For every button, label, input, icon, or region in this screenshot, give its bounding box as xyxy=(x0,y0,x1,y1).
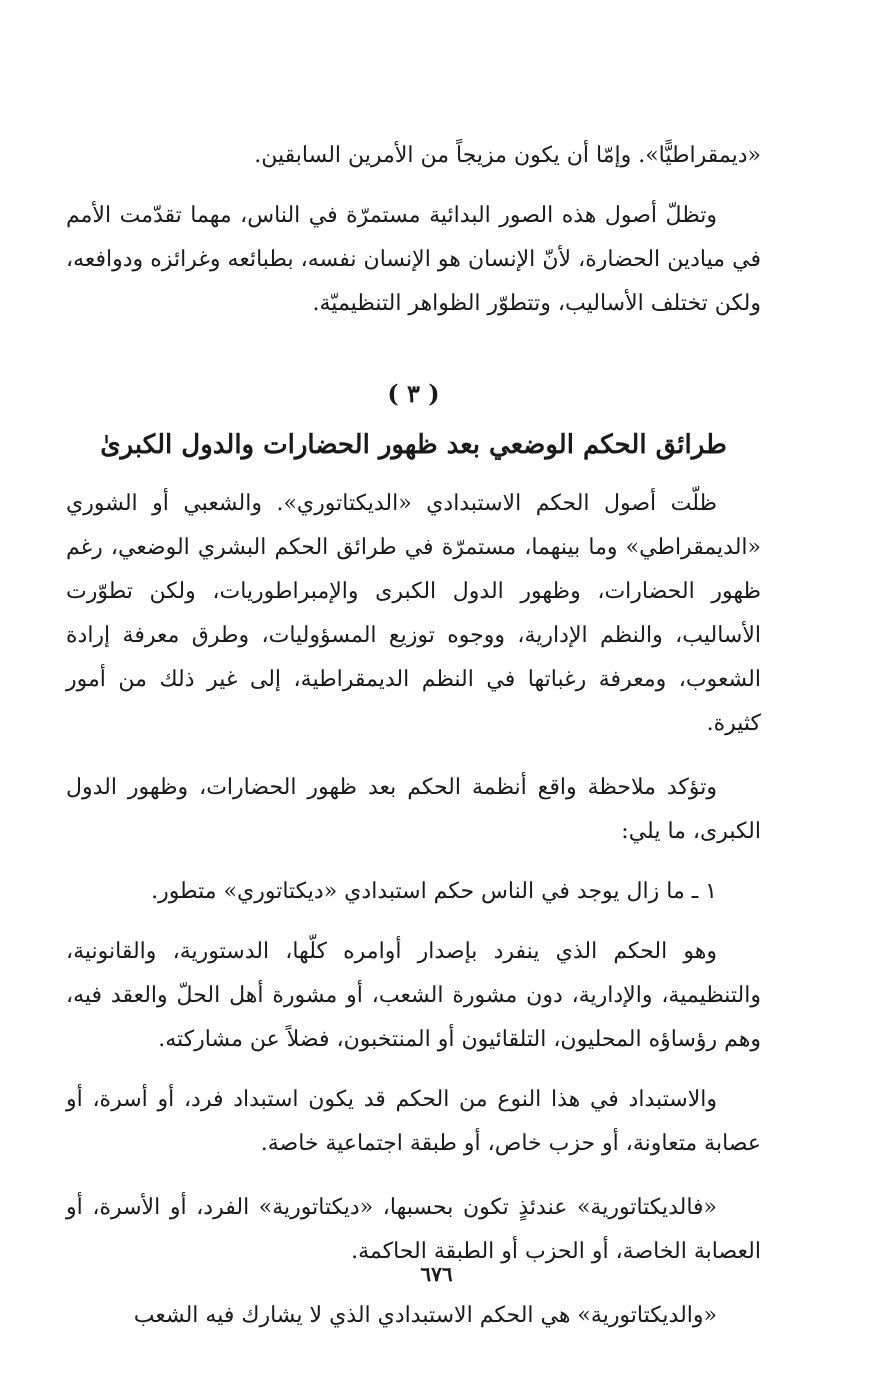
list-item-1: ١ ـ ما زال يوجد في الناس حكم استبدادي «ديكتاتوري» متطور. xyxy=(151,879,717,904)
paragraph-persistence: وتظلّ أصول هذه الصور البدائية مستمرّة في الناس، مهما تقدّمت الأمم في ميادين الحضارة، لأنّ الإنسان هو الإنسان نفسه، بطبائعه وغرائزه ودوافعه، ولكن تختلف الأساليب، وتتطوّر الظواهر التنظيميّة. xyxy=(66,203,761,316)
paragraph-dictatorship-definition: «والديكتاتورية» هي الحكم الاستبدادي الذي لا يشارك فيه الشعب xyxy=(133,1303,717,1328)
paragraph-observation: وتؤكد ملاحظة واقع أنظمة الحكم بعد ظهور الحضارات، وظهور الدول الكبرى، ما يلي: xyxy=(66,775,761,844)
section-number: ( ٣ ) xyxy=(387,379,440,408)
paragraph-dictatorship-types: «فالديكتاتورية» عندئذٍ تكون بحسبها، «ديكتاتورية» الفرد، أو الأسرة، أو العصابة الخاصة، أو الحزب أو الطبقة الحاكمة. xyxy=(66,1195,761,1264)
page-number: ٦٧٦ xyxy=(420,1262,453,1286)
paragraph-continuation: «ديمقراطيًّا». وإمّا أن يكون مزيجاً من الأمرين السابقين. xyxy=(254,143,761,168)
section-title: طرائق الحكم الوضعي بعد ظهور الحضارات والدول الكبرىٰ xyxy=(100,430,727,460)
paragraph-definition: وهو الحكم الذي ينفرد بإصدار أوامره كلّها، الدستورية، والقانونية، والتنظيمية، والإدارية، دون مشورة الشعب، أو مشورة أهل الحلّ والعقد فيه، وهم رؤساؤه المحليون، التلقائيون أو المنتخبون، فضلاً عن مشاركته. xyxy=(66,939,761,1052)
paragraph-despotism: والاستبداد في هذا النوع من الحكم قد يكون استبداد فرد، أو أسرة، أو عصابة متعاونة، أو حزب خاص، أو طبقة اجتماعية خاصة. xyxy=(66,1087,761,1156)
paragraph-intro: ظلّت أصول الحكم الاستبدادي «الديكتاتوري». والشعبي أو الشوري «الديمقراطي» وما بينهما، مستمرّة في طرائق الحكم البشري الوضعي، رغم ظهور الحضارات، وظهور الدول الكبرى والإمبراطوريات، ولكن تطوّرت الأساليب، والنظم الإدارية، ووجوه توزيع المسؤوليات، وطرق معرفة إرادة الشعوب، ومعرفة رغباتها في النظم الديمقراطية، إلى غير ذلك من أمور كثيرة. xyxy=(66,491,761,736)
